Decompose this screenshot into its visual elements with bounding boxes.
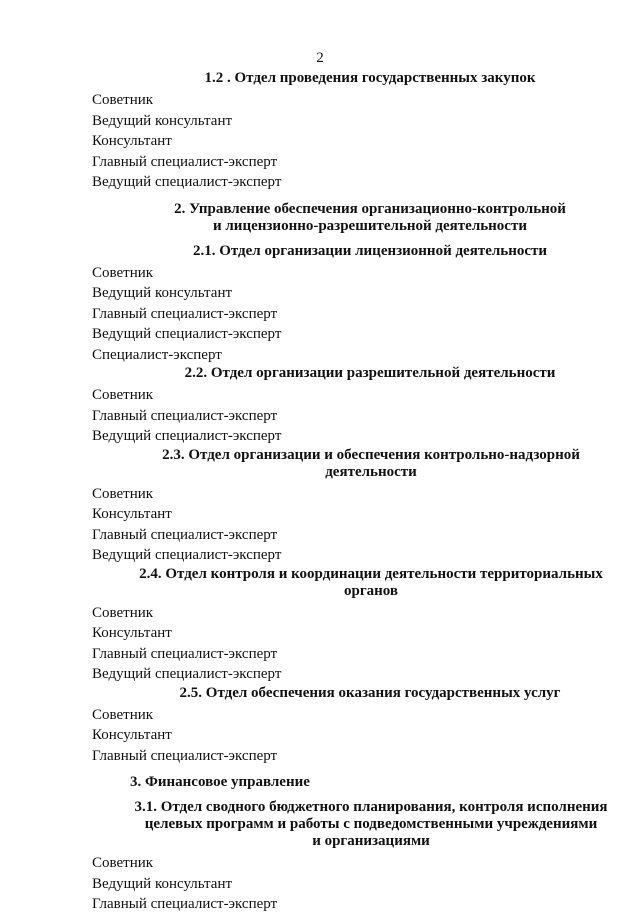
section-heading-2-2: 2.2. Отдел организации разрешительной деятельности: [184, 365, 556, 381]
section-heading-2-3-line1: 2.3. Отдел организации и обеспечения контрольно-надзорной: [162, 446, 580, 463]
position-item: Консультант: [92, 506, 172, 522]
section-heading-3-1-line2: целевых программ и работы с подведомственными учреждениями: [144, 816, 598, 832]
position-item: Ведущий специалист-эксперт: [92, 666, 282, 682]
document-body: [92, 70, 612, 915]
position-item: Советник: [92, 485, 154, 502]
position-item: Ведущий специалист-эксперт: [92, 547, 282, 563]
position-item: Главный специалист-эксперт: [92, 526, 278, 543]
position-item: Советник: [92, 706, 154, 723]
position-item: Ведущий специалист-эксперт: [92, 428, 282, 444]
position-item: Советник: [92, 855, 154, 871]
position-item: Советник: [92, 604, 154, 621]
section-heading-2-5: 2.5. Отдел обеспечения оказания государственных услуг: [179, 684, 561, 701]
position-item: Ведущий специалист-эксперт: [92, 326, 282, 342]
section-heading-2-4-line1: 2.4. Отдел контроля и координации деятельности территориальных: [139, 565, 603, 582]
section-heading-3-1-line1: 3.1. Отдел сводного бюджетного планирования, контроля исполнения: [134, 799, 608, 815]
section-heading-3: 3. Финансовое управление: [130, 774, 310, 790]
position-item: Консультант: [92, 133, 172, 149]
position-item: Ведущий специалист-эксперт: [92, 174, 282, 190]
position-item: Главный специалист-эксперт: [92, 305, 278, 322]
section-heading-2-1: 2.1. Отдел организации лицензионной деятельности: [192, 242, 548, 259]
position-item: Консультант: [92, 625, 172, 641]
position-item: Ведущий консультант: [92, 285, 233, 301]
section-heading-2-line1: 2. Управление обеспечения организационно-контрольной: [174, 200, 566, 217]
position-item: Специалист-эксперт: [92, 346, 222, 363]
position-item: Главный специалист-эксперт: [92, 896, 278, 912]
position-item: Советник: [92, 92, 154, 108]
position-item: Советник: [92, 264, 154, 281]
section-heading-3-1-line3: и организациями: [312, 833, 430, 849]
position-item: Главный специалист-эксперт: [92, 153, 278, 170]
position-item: Ведущий консультант: [92, 112, 233, 129]
position-item: Ведущий консультант: [92, 875, 233, 892]
position-item: Главный специалист-эксперт: [92, 747, 278, 764]
section-heading-2-3-line2: деятельности: [325, 463, 417, 480]
position-item: Советник: [92, 387, 154, 403]
position-item: Консультант: [92, 727, 172, 743]
section-heading-2-line2: и лицензионно-разрешительной деятельности: [213, 217, 527, 234]
section-heading-1-2: 1.2 . Отдел проведения государственных закупок: [204, 70, 536, 86]
position-item: Главный специалист-эксперт: [92, 407, 278, 424]
position-item: Главный специалист-эксперт: [92, 645, 278, 662]
section-heading-2-4-line2: органов: [343, 582, 399, 599]
page-number: 2: [316, 50, 324, 66]
